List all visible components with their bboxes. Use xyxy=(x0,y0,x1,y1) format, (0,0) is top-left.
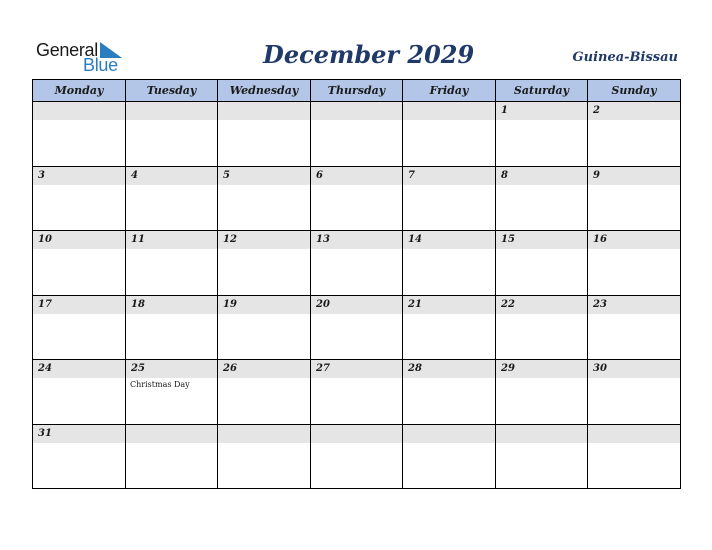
day-number: 1 xyxy=(501,105,508,116)
day-number-band xyxy=(403,167,495,185)
day-cell[interactable] xyxy=(33,102,126,167)
calendar-title: December 2029 xyxy=(263,40,475,69)
day-number: 17 xyxy=(38,299,52,310)
logo-general-text: General xyxy=(36,40,98,60)
day-number-band xyxy=(588,167,680,185)
day-number: 31 xyxy=(38,428,52,439)
day-number-band xyxy=(33,167,125,185)
day-cell[interactable] xyxy=(403,167,496,231)
day-cell[interactable] xyxy=(33,425,126,489)
day-number-band xyxy=(311,102,402,120)
day-cell[interactable] xyxy=(588,425,681,489)
day-number: 9 xyxy=(593,170,600,181)
day-number: 15 xyxy=(501,234,515,245)
day-number-band xyxy=(403,425,495,443)
day-number-band xyxy=(588,102,680,120)
weekday-header-wednesday: Wednesday xyxy=(218,80,311,102)
day-cell[interactable] xyxy=(218,425,311,489)
day-cell[interactable] xyxy=(588,167,681,231)
logo-blue-text: Blue xyxy=(83,55,118,75)
day-cell[interactable] xyxy=(126,102,218,167)
day-number-band xyxy=(496,167,587,185)
day-cell[interactable] xyxy=(588,296,681,360)
day-number: 5 xyxy=(223,170,230,181)
day-cell[interactable] xyxy=(218,296,311,360)
day-cell[interactable] xyxy=(403,296,496,360)
day-cell[interactable] xyxy=(588,102,681,167)
day-cell[interactable] xyxy=(496,231,588,296)
day-number-band xyxy=(311,425,402,443)
day-number: 2 xyxy=(593,105,600,116)
day-number: 19 xyxy=(223,299,237,310)
day-number: 13 xyxy=(316,234,330,245)
logo xyxy=(36,40,126,74)
day-number: 8 xyxy=(501,170,508,181)
weekday-header-thursday: Thursday xyxy=(311,80,403,102)
day-number: 30 xyxy=(593,363,607,374)
day-number: 28 xyxy=(408,363,422,374)
day-cell[interactable] xyxy=(311,231,403,296)
day-number-band xyxy=(218,425,310,443)
day-cell[interactable] xyxy=(218,102,311,167)
day-cell[interactable] xyxy=(403,102,496,167)
day-cell[interactable] xyxy=(588,360,681,425)
day-cell[interactable] xyxy=(403,425,496,489)
day-number: 6 xyxy=(316,170,323,181)
day-cell[interactable] xyxy=(496,296,588,360)
day-cell[interactable] xyxy=(588,231,681,296)
day-number: 23 xyxy=(593,299,607,310)
day-number-band xyxy=(126,102,217,120)
weekday-header-saturday: Saturday xyxy=(496,80,588,102)
day-number: 16 xyxy=(593,234,607,245)
day-cell[interactable] xyxy=(33,231,126,296)
day-cell[interactable] xyxy=(496,102,588,167)
day-cell[interactable] xyxy=(496,167,588,231)
day-number-band xyxy=(33,102,125,120)
day-number: 21 xyxy=(408,299,422,310)
day-number: 20 xyxy=(316,299,330,310)
day-cell[interactable] xyxy=(496,360,588,425)
day-cell[interactable] xyxy=(126,231,218,296)
day-number: 7 xyxy=(408,170,415,181)
day-number: 3 xyxy=(38,170,45,181)
day-number: 22 xyxy=(501,299,515,310)
day-number: 27 xyxy=(316,363,330,374)
day-number: 24 xyxy=(38,363,52,374)
day-number: 18 xyxy=(131,299,145,310)
day-cell[interactable] xyxy=(33,167,126,231)
day-number: 26 xyxy=(223,363,237,374)
day-number: 14 xyxy=(408,234,422,245)
day-cell[interactable] xyxy=(311,360,403,425)
day-cell[interactable] xyxy=(126,425,218,489)
day-cell[interactable] xyxy=(311,425,403,489)
day-number: 4 xyxy=(131,170,138,181)
day-number: 11 xyxy=(131,234,145,245)
day-cell[interactable] xyxy=(311,167,403,231)
day-number-band xyxy=(588,425,680,443)
country-name: Guinea-Bissau xyxy=(572,50,678,65)
weekday-header-friday: Friday xyxy=(403,80,496,102)
day-cell[interactable] xyxy=(218,360,311,425)
day-number: 25 xyxy=(131,363,145,374)
day-cell[interactable] xyxy=(496,425,588,489)
day-number-band xyxy=(496,425,587,443)
day-cell[interactable] xyxy=(126,167,218,231)
day-number-band xyxy=(311,167,402,185)
day-number-band xyxy=(403,102,495,120)
weekday-header-sunday: Sunday xyxy=(588,80,681,102)
day-number-band xyxy=(218,102,310,120)
day-number: 12 xyxy=(223,234,237,245)
day-cell[interactable] xyxy=(126,360,218,425)
day-cell[interactable] xyxy=(33,296,126,360)
day-number: 10 xyxy=(38,234,52,245)
day-cell[interactable] xyxy=(33,360,126,425)
day-cell[interactable] xyxy=(218,231,311,296)
weekday-header-monday: Monday xyxy=(33,80,126,102)
day-cell[interactable] xyxy=(218,167,311,231)
day-cell[interactable] xyxy=(126,296,218,360)
day-number: 29 xyxy=(501,363,515,374)
holiday-label: Christmas Day xyxy=(130,380,190,389)
day-cell[interactable] xyxy=(403,231,496,296)
day-cell[interactable] xyxy=(311,102,403,167)
day-number-band xyxy=(126,425,217,443)
calendar-grid xyxy=(32,79,681,489)
day-cell[interactable] xyxy=(403,360,496,425)
weekday-header-tuesday: Tuesday xyxy=(126,80,218,102)
day-number-band xyxy=(496,102,587,120)
day-cell[interactable] xyxy=(311,296,403,360)
day-number-band xyxy=(126,167,217,185)
day-number-band xyxy=(218,167,310,185)
